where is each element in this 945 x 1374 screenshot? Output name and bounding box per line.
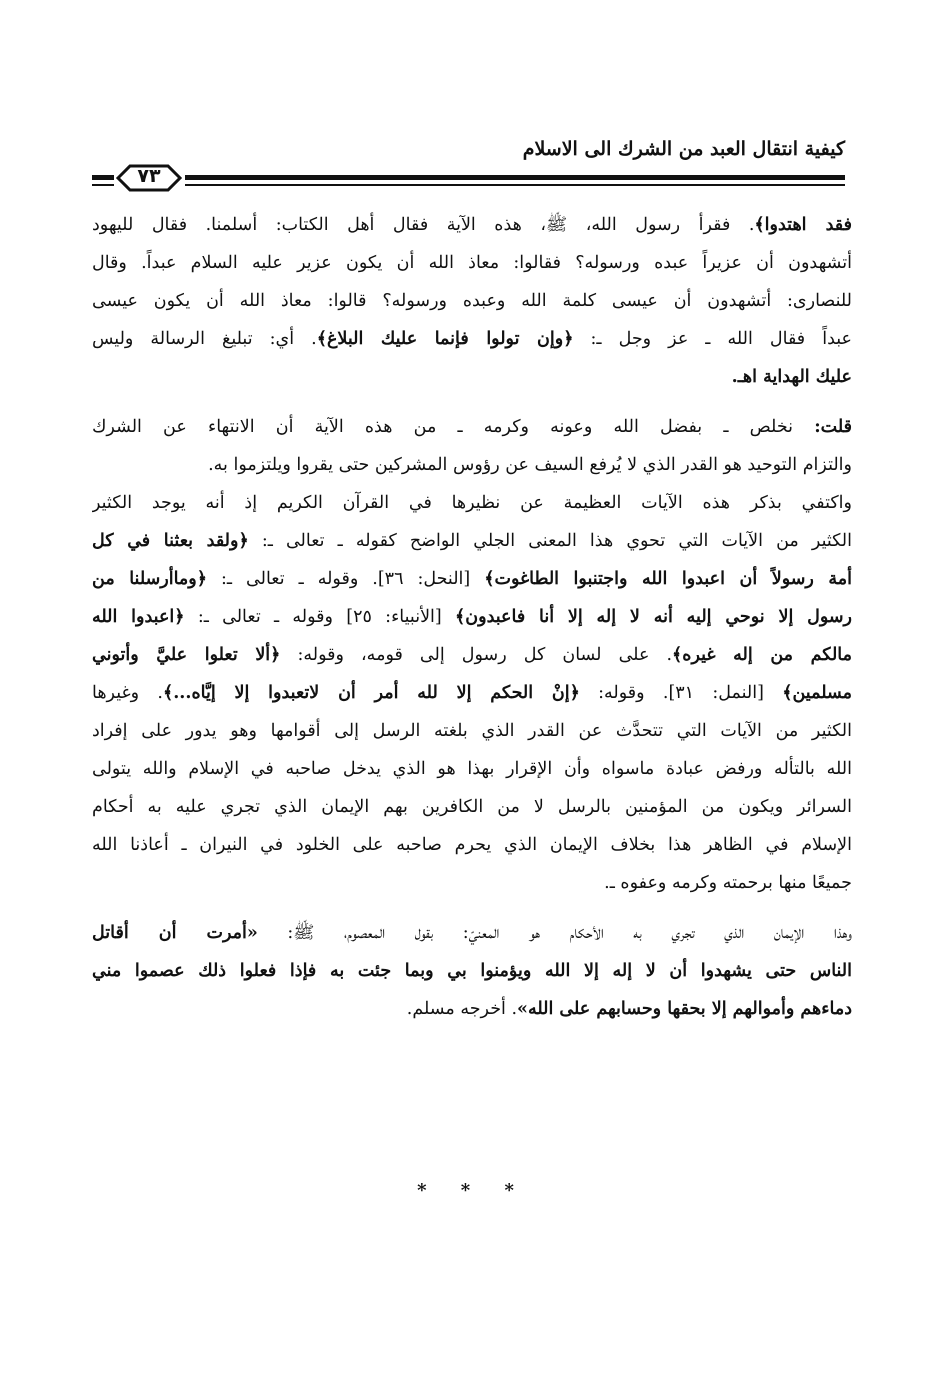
text-run: عبداً فقال الله ـ عز وجل ـ: (573, 329, 852, 349)
text-line (92, 864, 852, 902)
bold-text-run: مالكم من إله غيره﴾ (672, 645, 852, 665)
text-run: [الأنبياء: ٢٥] وقوله ـ تعالى ـ: (184, 607, 456, 627)
header-rule-thick (185, 175, 845, 180)
text-run: أتشهدون أن عزيراً عبده ورسوله؟ فقالوا: معاذ الله أن يكون عزير عليه السلام عبداً. وقال (92, 253, 852, 273)
text-line (92, 206, 852, 244)
bold-text-run: دماءهم وأموالهم إلا بحقها وحسابهم على الله» (517, 999, 852, 1019)
text-line (92, 636, 852, 674)
text-run: للنصارى: أتشهدون أن عيسى كلمة الله وعبده ورسوله؟ قالوا: معاذ الله أن يكون عيسى (92, 291, 852, 311)
text-line (92, 320, 852, 358)
text-run: واكتفي بذكر هذه الآيات العظيمة عن نظيرها في القرآن الكريم إذ أنه يوجد الكثير (92, 493, 852, 513)
text-line (92, 826, 852, 864)
bold-text-run: مسلمين﴾ (782, 683, 852, 703)
bold-text-run: فقد اهتدوا﴾ (754, 215, 852, 235)
text-run: الكثير من الآيات التي تتحدَّث عن القدر الذي بلغته الرسل إلى أقوامها وهو يدور على إفراد (92, 721, 852, 741)
text-run: [النحل: ٣٦]. وقوله ـ تعالى ـ: (207, 569, 485, 589)
text-line (92, 560, 852, 598)
text-run: وهذا الإيمان الذي تجري به الأحكام هو المعنيّ: بقول المعصوم، ﷺ: (257, 923, 852, 943)
text-line (92, 408, 852, 446)
text-run: . وغيرها (92, 683, 163, 703)
header-rule-left-thin (92, 184, 114, 186)
text-run: والتزام التوحيد هو القدر الذي لا يُرفع السيف عن رؤوس المشركين حتى يقروا ويلتزموا به. (208, 455, 852, 475)
text-line (92, 522, 852, 560)
text-run: الكثير من الآيات التي تحوي هذا المعنى الجلي الواضح كقوله ـ تعالى ـ: (248, 531, 852, 551)
header-rule-thin (185, 184, 845, 186)
text-run: [النمل: ٣١]. وقوله: (579, 683, 783, 703)
page-number: ٧٣ (137, 165, 161, 187)
text-line (92, 282, 852, 320)
text-run: . أخرجه مسلم. (406, 999, 518, 1019)
text-run: نخلص ـ بفضل الله وعونه وكرمه ـ من هذه الآية أن الانتهاء عن الشرك (92, 417, 815, 437)
bold-text-run: الناس حتى يشهدوا أن لا إله إلا الله ويؤمنوا بي وبما جئت به فإذا فعلوا ذلك عصموا مني (92, 961, 852, 981)
text-line (92, 598, 852, 636)
text-line (92, 788, 852, 826)
page-number-badge (116, 162, 182, 194)
text-line (92, 358, 852, 396)
bold-text-run: رسول إلا نوحي إليه أنه لا إله إلا أنا فاعبدون﴾ (455, 607, 852, 627)
text-run: . أي: تبليغ الرسالة وليس (92, 329, 317, 349)
bold-text-run: أمة رسولاً أن اعبدوا الله واجتنبوا الطاغوت﴾ (484, 569, 852, 589)
text-line (92, 244, 852, 282)
text-line (92, 750, 852, 788)
bold-text-run: ﴿ألا تعلوا عليَّ وأتوني (92, 645, 281, 665)
text-run: . فقرأ رسول الله، ﷺ، هذه الآية فقال أهل الكتاب: أسلمنا. فقال لليهود (92, 215, 755, 235)
text-run: . على لسان كل رسول إلى قومه، وقوله: (280, 645, 673, 665)
bold-text-run: ﴿اعبدوا الله (92, 607, 185, 627)
header-rule-left-thick (92, 175, 114, 180)
text-line (92, 952, 852, 990)
bold-text-run: ﴿وماأرسلنا من (92, 569, 208, 589)
bold-text-run: قلت: (814, 417, 852, 437)
text-line (92, 446, 852, 484)
text-run: جميعًا منها برحمته وكرمه وعفوه ـ. (604, 873, 852, 893)
running-header-title: كيفية انتقال العبد من الشرك الى الاسلام (522, 138, 845, 160)
text-line (92, 484, 852, 522)
text-run: الله بالتأله ورفض عبادة ماسواه وأن الإقرار بهذا هو الذي يدخل صاحبه في الإسلام والله يتولى (92, 759, 852, 779)
text-line (92, 674, 852, 712)
text-line (92, 990, 852, 1028)
text-line (92, 712, 852, 750)
section-separator: * * * (417, 1180, 528, 1201)
text-run: السرائر ويكون من المؤمنين بالرسل لا من الكافرين بهم الإيمان الذي تجري عليه به أحكام (92, 797, 852, 817)
text-run: الإسلام في الظاهر هذا بخلاف الإيمان الذي يحرم صاحبه على الخلود في النيران ـ أعاذنا الله (92, 835, 852, 855)
bold-text-run: ﴿ولقد بعثنا في كل (92, 531, 249, 551)
bold-text-run: ﴿إنْ الحكم إلا لله أمر أن لاتعبدوا إلا إيَّاه...﴾ (162, 683, 580, 703)
bold-text-run: ﴿وإن تولوا فإنما عليك البلاغ﴾ (316, 329, 574, 349)
bold-text-run: عليك الهداية اهـ. (731, 367, 852, 387)
body-text (92, 206, 852, 1028)
bold-text-run: «أمرت أن أقاتل (92, 923, 258, 943)
text-line (92, 914, 852, 952)
